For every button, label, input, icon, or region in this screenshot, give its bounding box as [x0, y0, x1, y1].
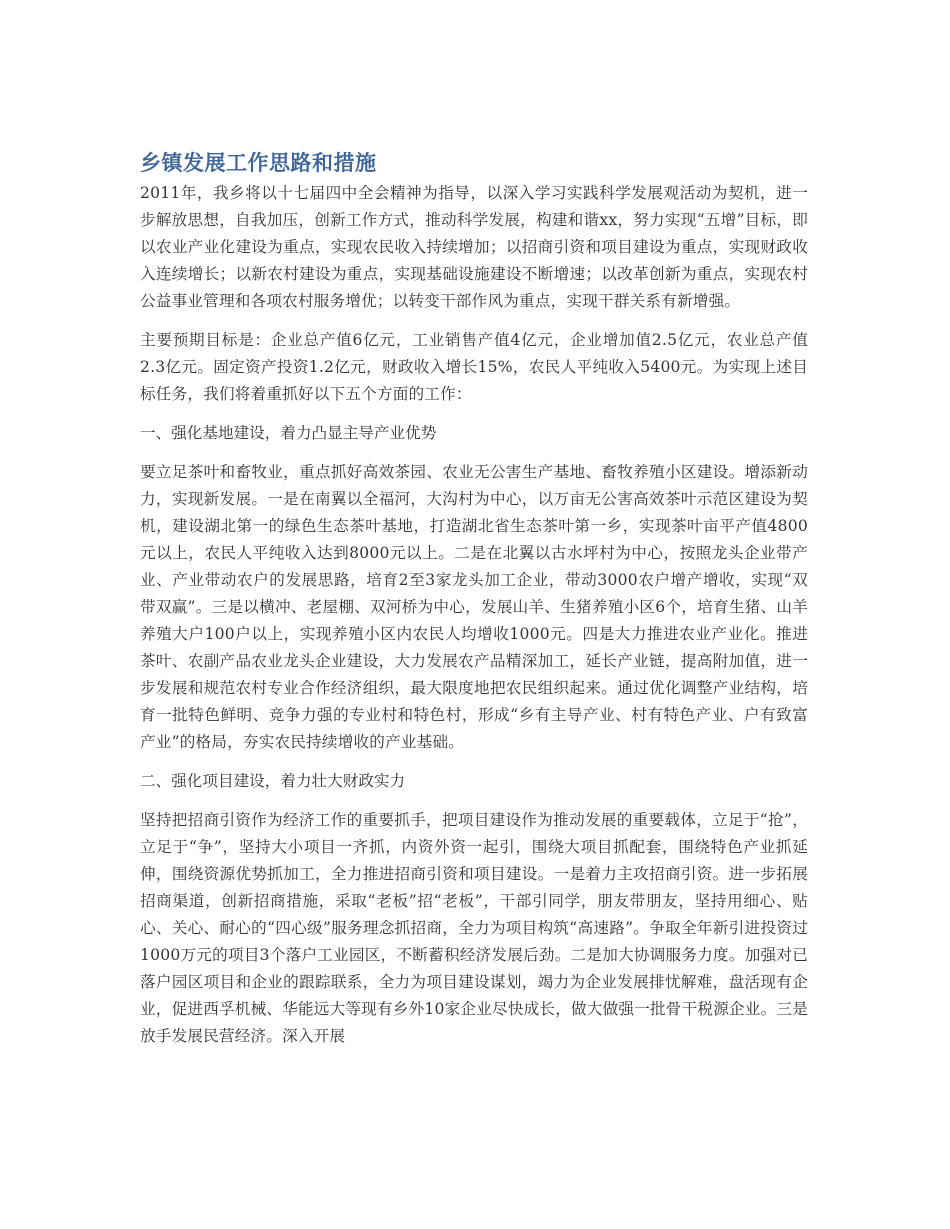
- section-1-paragraph: 要立足茶叶和畜牧业，重点抓好高效茶园、农业无公害生产基地、畜牧养殖小区建设。增添新动力，实现新发展。一是在南翼以全福河，大沟村为中心，以万亩无公害高效茶叶示范区建设为契机，建设湖北第一的绿色生态茶叶基地，打造湖北省生态茶叶第一乡，实现茶叶亩平产值4800元以上，农民人平纯收入达到8000元以上。二是在北翼以古水坪村为中心，按照龙头企业带产业、产业带动农户的发展思路，培育2至3家龙头加工企业，带动3000农户增产增收，实现“双带双赢”。三是以横冲、老屋棚、双河桥为中心，发展山羊、生猪养殖小区6个，培育生猪、山羊养殖大户100户以上，实现养殖小区内农民人均增收1000元。四是大力推进农业产业化。推进茶叶、农副产品农业龙头企业建设，大力发展农产品精深加工，延长产业链，提高附加值，进一步发展和规范农村专业合作经济组织，最大限度地把农民组织起来。通过优化调整产业结构，培育一批特色鲜明、竞争力强的专业村和特色村，形成“乡有主导产业、村有特色产业、户有致富产业”的格局，夯实农民持续增收的产业基础。: [140, 463, 808, 751]
- section-heading-2: 二、强化项目建设，着力壮大财政实力: [140, 772, 406, 790]
- section-heading-1: 一、强化基地建设，着力凸显主导产业优势: [140, 424, 437, 442]
- targets-paragraph: 主要预期目标是：企业总产值6亿元，工业销售产值4亿元，企业增加值2.5亿元，农业总产值2.3亿元。固定资产投资1.2亿元，财政收入增长15%，农民人平纯收入5400元。为实现上述目标任务，我们将着重抓好以下五个方面的工作：: [140, 331, 808, 403]
- document-title: 乡镇发展工作思路和措施: [140, 151, 377, 175]
- document-page: [140, 148, 808, 1062]
- section-2-paragraph: 坚持把招商引资作为经济工作的重要抓手，把项目建设作为推动发展的重要载体，立足于“抢”，立足于“争”，坚持大小项目一齐抓，内资外资一起引，围绕大项目抓配套，围绕特色产业抓延伸，围绕资源优势抓加工，全力推进招商引资和项目建设。一是着力主攻招商引资。进一步拓展招商渠道，创新招商措施，采取“老板”招“老板”，干部引同学，朋友带朋友，坚持用细心、贴心、关心、耐心的“四心级”服务理念抓招商，全力为项目构筑“高速路”。争取全年新引进投资过1000万元的项目3个落户工业园区，不断蓄积经济发展后劲。二是加大协调服务力度。加强对已落户园区项目和企业的跟踪联系，全力为项目建设谋划，竭力为企业发展排忧解难，盘活现有企业，促进西孚机械、华能远大等现有乡外10家企业尽快成长，做大做强一批骨干税源企业。三是放手发展民营经济。深入开展: [140, 811, 808, 1045]
- intro-paragraph: 2011年，我乡将以十七届四中全会精神为指导，以深入学习实践科学发展观活动为契机，进一步解放思想，自我加压，创新工作方式，推动科学发展，构建和谐xx，努力实现“五增”目标，即以农业产业化建设为重点，实现农民收入持续增加；以招商引资和项目建设为重点，实现财政收入连续增长；以新农村建设为重点，实现基础设施建设不断增速；以改革创新为重点，实现农村公益事业管理和各项农村服务增优；以转变干部作风为重点，实现干群关系有新增强。: [140, 184, 808, 310]
